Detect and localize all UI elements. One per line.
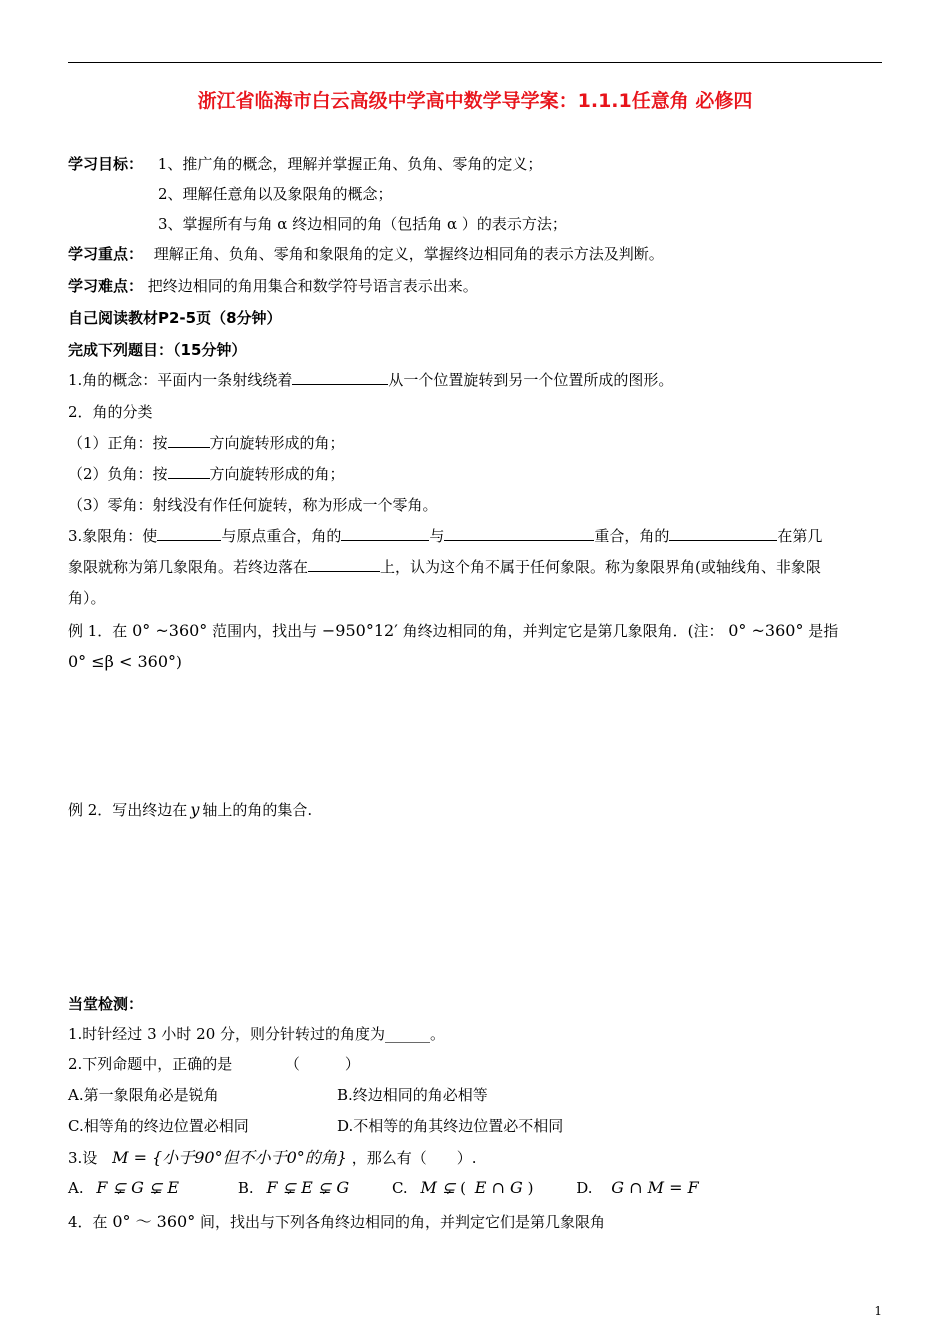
check-q3-option-d: G ∩ M = F: [611, 1178, 699, 1197]
goal-2: 2、理解任意角以及象限角的概念；: [158, 185, 393, 203]
q3-line-1: [68, 526, 822, 546]
q3-blank-4[interactable]: [669, 526, 777, 541]
check-q3-option-c-b: (: [460, 1179, 466, 1197]
goals-line-1: [68, 154, 542, 174]
focus-text: 理解正角、负角、零角和象限角的定义，掌握终边相同角的表示方法及判断。: [153, 245, 664, 263]
check-q2-option-b: B.终边相同的角必相等: [337, 1086, 488, 1104]
q2-negative-b: 方向旋转形成的角；: [209, 465, 345, 483]
ex1-range: 0° ~360°: [132, 621, 208, 640]
check-q3-b: ，那么有（ ）.: [351, 1149, 477, 1167]
question-1: [68, 370, 673, 390]
q3-line-2: [68, 557, 821, 577]
ex1-angle: −950°12′: [321, 621, 398, 640]
check-q3-options: [68, 1178, 699, 1198]
q2-heading: 2．角的分类: [68, 403, 153, 421]
check-q3-option-c-c: E ∩ G: [474, 1178, 523, 1197]
check-q2-option-a: A.第一象限角必是锐角: [68, 1086, 219, 1104]
ex1-d: 是指: [808, 622, 839, 640]
q3-e: 在第几: [777, 527, 823, 545]
ex2-variable: y: [190, 800, 200, 819]
check-q2: 2.下列命题中，正确的是 （ ）: [68, 1055, 360, 1073]
page-number: 1: [874, 1304, 882, 1318]
check-q4-b: 间，找出与下列各角终边相同的角，并判定它们是第几象限角: [200, 1213, 606, 1231]
goal-3: 3、掌握所有与角 α 终边相同的角（包括角 α ）的表示方法；: [158, 215, 567, 233]
q3-blank-1[interactable]: [157, 526, 221, 541]
q2-positive-b: 方向旋转形成的角；: [209, 434, 345, 452]
check-heading: 当堂检测：: [68, 995, 144, 1013]
q3-g: 上，认为这个角不属于任何象限。称为象限界角(或轴线角、非象限: [380, 558, 821, 576]
ex1-c: 角终边相同的角，并判定它是第几象限角．(注：: [402, 622, 724, 640]
difficulty-line: [68, 276, 478, 296]
header-rule: [68, 62, 882, 63]
q1-blank[interactable]: [292, 370, 388, 385]
check-q4: [68, 1212, 605, 1232]
q3-line-3: 角）。: [68, 589, 106, 607]
q3-blank-3[interactable]: [444, 526, 594, 541]
goal-1: 1、推广角的概念，理解并掌握正角、负角、零角的定义；: [157, 155, 543, 173]
check-q3-set-m: M = {小于90°但不小于0°的角}: [112, 1148, 347, 1167]
focus-label: 学习重点：: [68, 245, 144, 263]
q3-d: 重合，角的: [594, 527, 670, 545]
q3-f: 象限就称为第几象限角。若终边落在: [68, 558, 309, 576]
q2-zero: （3）零角：射线没有作任何旋转，称为形成一个零角。: [68, 496, 438, 514]
ex1-e: ): [176, 653, 182, 671]
difficulty-text: 把终边相同的角用集合和数学符号语言表示出来。: [147, 277, 478, 295]
ex1-condition: 0° ≤β < 360°: [68, 652, 177, 671]
check-q4-a: 4．在: [68, 1213, 108, 1231]
ex1-a: 例 1．在: [68, 622, 128, 640]
ex1-range-2: 0° ~360°: [728, 621, 804, 640]
ex1-b: 范围内，找出与: [212, 622, 318, 640]
check-q3-option-b: F ⊊ E ⊊ G: [266, 1178, 350, 1197]
goals-label: 学习目标：: [68, 155, 144, 173]
check-q3: [68, 1148, 477, 1168]
check-q3-option-a-label: A.: [68, 1179, 84, 1197]
check-q4-range: 0° ～ 360°: [112, 1212, 196, 1231]
ex2-b: 轴上的角的集合.: [202, 801, 313, 819]
q3-blank-2[interactable]: [341, 526, 429, 541]
check-q3-option-d-label: D.: [576, 1179, 593, 1197]
q3-b: 与原点重合，角的: [221, 527, 342, 545]
q3-a: 3.象限角：使: [68, 527, 158, 545]
example-2: [68, 800, 312, 820]
q3-blank-5[interactable]: [308, 557, 380, 572]
q2-positive: [68, 433, 345, 453]
q2-positive-blank[interactable]: [168, 433, 210, 448]
q2-positive-a: （1）正角：按: [68, 434, 168, 452]
q1-text-a: 1.角的概念：平面内一条射线绕着: [68, 371, 293, 389]
reading-instruction: 自己阅读教材P2-5页（8分钟）: [68, 309, 282, 327]
ex2-a: 例 2．写出终边在: [68, 801, 188, 819]
focus-line: [68, 244, 664, 264]
q2-negative-a: （2）负角：按: [68, 465, 168, 483]
check-q2-option-c: C.相等角的终边位置必相同: [68, 1117, 249, 1135]
q2-negative: [68, 464, 345, 484]
page-title: 浙江省临海市白云高级中学高中数学导学案：1.1.1任意角 必修四: [197, 90, 753, 112]
exercise-heading: 完成下列题目：（15分钟）: [68, 341, 247, 359]
check-q3-a: 3.设: [68, 1149, 98, 1167]
q1-text-b: 从一个位置旋转到另一个位置所成的图形。: [388, 371, 674, 389]
check-q3-option-c-label: C.: [391, 1179, 408, 1197]
check-q2-option-d: D.不相等的角其终边位置必不相同: [337, 1117, 564, 1135]
check-q3-option-c-d: ): [527, 1179, 534, 1197]
check-q1: 1.时针经过 3 小时 20 分，则分针转过的角度为______。: [68, 1025, 446, 1043]
q2-negative-blank[interactable]: [168, 464, 210, 479]
check-q3-option-b-label: B.: [237, 1179, 254, 1197]
example-1-line-1: [68, 621, 838, 641]
check-q3-option-a: F ⊊ G ⊊ E: [96, 1178, 180, 1197]
difficulty-label: 学习难点：: [68, 277, 144, 295]
example-1-line-2: [68, 652, 182, 672]
check-q3-option-c-a: M ⊊: [420, 1178, 456, 1197]
q3-c: 与: [429, 527, 445, 545]
